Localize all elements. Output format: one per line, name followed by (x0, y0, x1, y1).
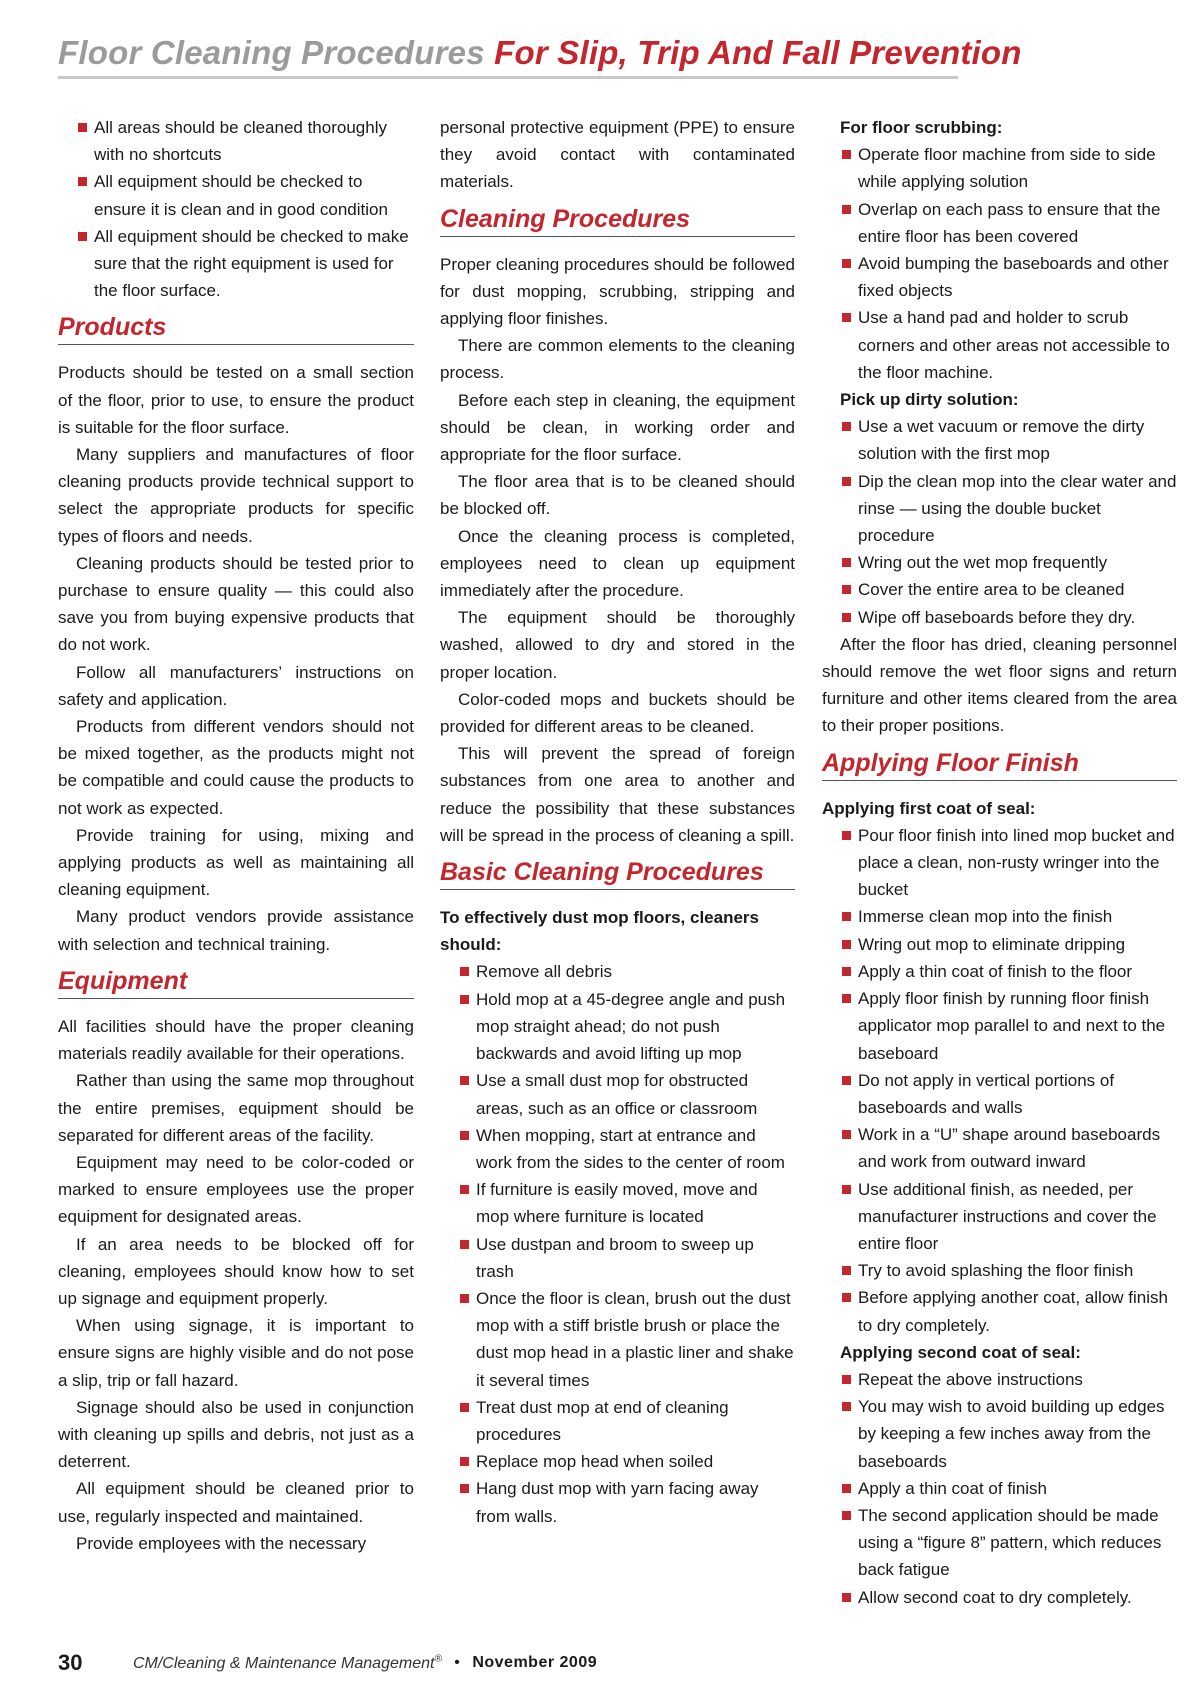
square-bullet-icon (78, 232, 87, 241)
list-item: Wring out mop to eliminate dripping (822, 931, 1177, 958)
column-2 (440, 114, 795, 1530)
square-bullet-icon (842, 1593, 851, 1602)
square-bullet-icon (842, 313, 851, 322)
paragraph: Signage should also be used in conjunction with cleaning up spills and debris, not just as a deterrent. (58, 1397, 414, 1472)
paragraph: Products from different vendors should not be mixed together, as the products might not be compatible and could cause the products to not work as expected. (58, 717, 414, 818)
paragraph: Follow all manufacturers’ instructions on safety and application. (58, 662, 414, 709)
paragraph: Cleaning products should be tested prior to purchase to ensure quality — this could also save you from buying expensive products that do not work. (58, 553, 414, 655)
list-item: Allow second coat to dry completely. (822, 1584, 1177, 1611)
basic-cleaning-heading: Basic Cleaning Procedures (440, 857, 795, 890)
pickup-list (822, 413, 1177, 631)
square-bullet-icon (460, 1240, 469, 1249)
footer-separator: • (454, 1654, 460, 1671)
list-item: Apply a thin coat of finish (822, 1475, 1177, 1502)
paragraph: After the floor has dried, cleaning personnel should remove the wet floor signs and return furniture and other items cleared from the area to their proper positions. (822, 634, 1177, 736)
cleaning-procedures-heading: Cleaning Procedures (440, 204, 795, 237)
square-bullet-icon (842, 1375, 851, 1384)
list-item: You may wish to avoid building up edges by keeping a few inches away from the baseboards (822, 1393, 1177, 1475)
column-3 (822, 114, 1177, 1611)
title-tail: For Slip, Trip And Fall Prevention (494, 34, 1022, 71)
square-bullet-icon (842, 1402, 851, 1411)
square-bullet-icon (460, 967, 469, 976)
list-item: Repeat the above instructions (822, 1366, 1177, 1393)
list-item: Do not apply in vertical portions of baseboards and walls (822, 1067, 1177, 1121)
paragraph: Many suppliers and manufactures of floor cleaning products provide technical support to select the appropriate products for specific types of floors and needs. (58, 445, 414, 546)
square-bullet-icon (842, 150, 851, 159)
paragraph: The floor area that is to be cleaned should be blocked off. (440, 472, 795, 519)
list-item: Cover the entire area to be cleaned (822, 576, 1177, 603)
square-bullet-icon (842, 1076, 851, 1085)
paragraph: Before each step in cleaning, the equipment should be clean, in working order and appropriate for the floor surface. (440, 390, 795, 465)
registered-mark: ® (434, 1653, 442, 1665)
second-coat-subhead: Applying second coat of seal: (840, 1342, 1081, 1362)
square-bullet-icon (842, 1511, 851, 1520)
paragraph: This will prevent the spread of foreign substances from one area to another and reduce the possibility that these substances will be spread in the process of cleaning a spill. (440, 744, 795, 845)
list-item: Apply floor finish by running floor finish applicator mop parallel to and next to the baseboard (822, 985, 1177, 1067)
square-bullet-icon (842, 1185, 851, 1194)
square-bullet-icon (460, 1185, 469, 1194)
paragraph: Products should be tested on a small section of the floor, prior to use, to ensure the product is suitable for the floor surface. (58, 363, 414, 437)
list-item: Use additional finish, as needed, per manufacturer instructions and cover the entire floor (822, 1176, 1177, 1258)
products-heading: Products (58, 312, 414, 345)
square-bullet-icon (460, 1484, 469, 1493)
paragraph: Provide training for using, mixing and applying products as well as maintaining all cleaning equipment. (58, 825, 414, 900)
second-coat-list (822, 1366, 1177, 1611)
square-bullet-icon (842, 585, 851, 594)
column-1 (58, 114, 414, 1557)
equipment-heading: Equipment (58, 966, 414, 999)
paragraph: Rather than using the same mop throughout the entire premises, equipment should be separated for different areas of the facility. (58, 1071, 414, 1145)
square-bullet-icon (842, 613, 851, 622)
list-item: Use dustpan and broom to sweep up trash (440, 1231, 795, 1285)
scrubbing-list (822, 141, 1177, 386)
page-title (58, 34, 1022, 72)
first-coat-list (822, 822, 1177, 1339)
square-bullet-icon (460, 1131, 469, 1140)
square-bullet-icon (842, 1130, 851, 1139)
first-coat-subhead: Applying first coat of seal: (822, 798, 1036, 818)
page-header (58, 34, 1022, 79)
dust-mop-subhead: To effectively dust mop floors, cleaners should: (440, 908, 759, 955)
list-item: Work in a “U” shape around baseboards and work from outward inward (822, 1121, 1177, 1175)
list-item: Remove all debris (440, 958, 795, 985)
page-footer (58, 1650, 958, 1676)
dust-mop-list (440, 958, 795, 1529)
paragraph: If an area needs to be blocked off for cleaning, employees should know how to set up signage and equipment properly. (58, 1234, 414, 1308)
scrubbing-subhead: For floor scrubbing: (840, 118, 1003, 137)
list-item: Replace mop head when soiled (440, 1448, 795, 1475)
square-bullet-icon (842, 422, 851, 431)
list-item: Hold mop at a 45-degree angle and push mop straight ahead; do not push backwards and avoid lifting up mop (440, 986, 795, 1068)
square-bullet-icon (78, 177, 87, 186)
list-item: Once the floor is clean, brush out the dust mop with a stiff bristle brush or place the dust mop head in a plastic liner and shake it several times (440, 1285, 795, 1394)
square-bullet-icon (842, 994, 851, 1003)
page-number: 30 (58, 1650, 83, 1675)
square-bullet-icon (842, 558, 851, 567)
title-lead: Floor Cleaning Procedures (58, 34, 485, 71)
paragraph: There are common elements to the cleaning process. (440, 336, 795, 383)
list-item: Immerse clean mop into the finish (822, 903, 1177, 930)
list-item: All equipment should be checked to make sure that the right equipment is used for the floor surface. (58, 223, 414, 305)
list-item: Hang dust mop with yarn facing away from walls. (440, 1475, 795, 1529)
square-bullet-icon (842, 831, 851, 840)
square-bullet-icon (842, 1484, 851, 1493)
list-item: Operate floor machine from side to side while applying solution (822, 141, 1177, 195)
list-item: All equipment should be checked to ensure it is clean and in good condition (58, 168, 414, 222)
pickup-subhead: Pick up dirty solution: (840, 390, 1019, 410)
list-item: Use a wet vacuum or remove the dirty solution with the first mop (822, 413, 1177, 467)
list-item: Wring out the wet mop frequently (822, 549, 1177, 576)
square-bullet-icon (460, 1294, 469, 1303)
square-bullet-icon (842, 967, 851, 976)
intro-bullet-list (58, 114, 414, 304)
list-item: Pour floor finish into lined mop bucket and place a clean, non-rusty wringer into the bucket (822, 822, 1177, 904)
square-bullet-icon (842, 912, 851, 921)
paragraph: Many product vendors provide assistance with selection and technical training. (58, 907, 414, 954)
list-item: Treat dust mop at end of cleaning procedures (440, 1394, 795, 1448)
publication-name: CM/Cleaning & Maintenance Management® (132, 1653, 442, 1672)
list-item: Dip the clean mop into the clear water and rinse — using the double bucket procedure (822, 468, 1177, 550)
square-bullet-icon (842, 940, 851, 949)
list-item: Wipe off baseboards before they dry. (822, 604, 1177, 631)
issue-date: November 2009 (472, 1654, 598, 1671)
square-bullet-icon (460, 995, 469, 1004)
list-item: When mopping, start at entrance and work from the sides to the center of room (440, 1122, 795, 1176)
list-item: Apply a thin coat of finish to the floor (822, 958, 1177, 985)
list-item: Use a hand pad and holder to scrub corners and other areas not accessible to the floor machine. (822, 304, 1177, 386)
list-item: Use a small dust mop for obstructed areas, such as an office or classroom (440, 1067, 795, 1121)
list-item: Avoid bumping the baseboards and other fixed objects (822, 250, 1177, 304)
paragraph: The equipment should be thoroughly washed, allowed to dry and stored in the proper location. (440, 608, 795, 682)
list-item: Overlap on each pass to ensure that the entire floor has been covered (822, 196, 1177, 250)
paragraph: When using signage, it is important to ensure signs are highly visible and do not pose a slip, trip or fall hazard. (58, 1316, 414, 1390)
paragraph: All facilities should have the proper cleaning materials readily available for their operations. (58, 1016, 414, 1064)
square-bullet-icon (842, 1266, 851, 1275)
square-bullet-icon (842, 1293, 851, 1302)
list-item: All areas should be cleaned thoroughly with no shortcuts (58, 114, 414, 168)
square-bullet-icon (460, 1076, 469, 1085)
floor-finish-heading: Applying Floor Finish (822, 748, 1177, 781)
square-bullet-icon (842, 259, 851, 268)
list-item: If furniture is easily moved, move and mop where furniture is located (440, 1176, 795, 1230)
paragraph: Equipment may need to be color-coded or marked to ensure employees use the proper equipment for designated areas. (58, 1152, 414, 1227)
paragraph: Once the cleaning process is completed, employees need to clean up equipment immediately after the procedure. (440, 526, 795, 601)
square-bullet-icon (78, 123, 87, 132)
paragraph: Proper cleaning procedures should be followed for dust mopping, scrubbing, stripping and applying floor finishes. (440, 254, 795, 329)
paragraph: Provide employees with the necessary (76, 1533, 367, 1553)
square-bullet-icon (842, 205, 851, 214)
list-item: Before applying another coat, allow finish to dry completely. (822, 1284, 1177, 1338)
list-item: Try to avoid splashing the floor finish (822, 1257, 1177, 1284)
header-rule (58, 76, 958, 79)
square-bullet-icon (842, 477, 851, 486)
list-item: The second application should be made using a “figure 8” pattern, which reduces back fatigue (822, 1502, 1177, 1584)
paragraph: Color-coded mops and buckets should be provided for different areas to be cleaned. (440, 689, 795, 737)
paragraph: personal protective equipment (PPE) to ensure they avoid contact with contaminated materials. (440, 118, 795, 192)
square-bullet-icon (460, 1457, 469, 1466)
square-bullet-icon (460, 1403, 469, 1412)
paragraph: All equipment should be cleaned prior to use, regularly inspected and maintained. (58, 1479, 414, 1526)
